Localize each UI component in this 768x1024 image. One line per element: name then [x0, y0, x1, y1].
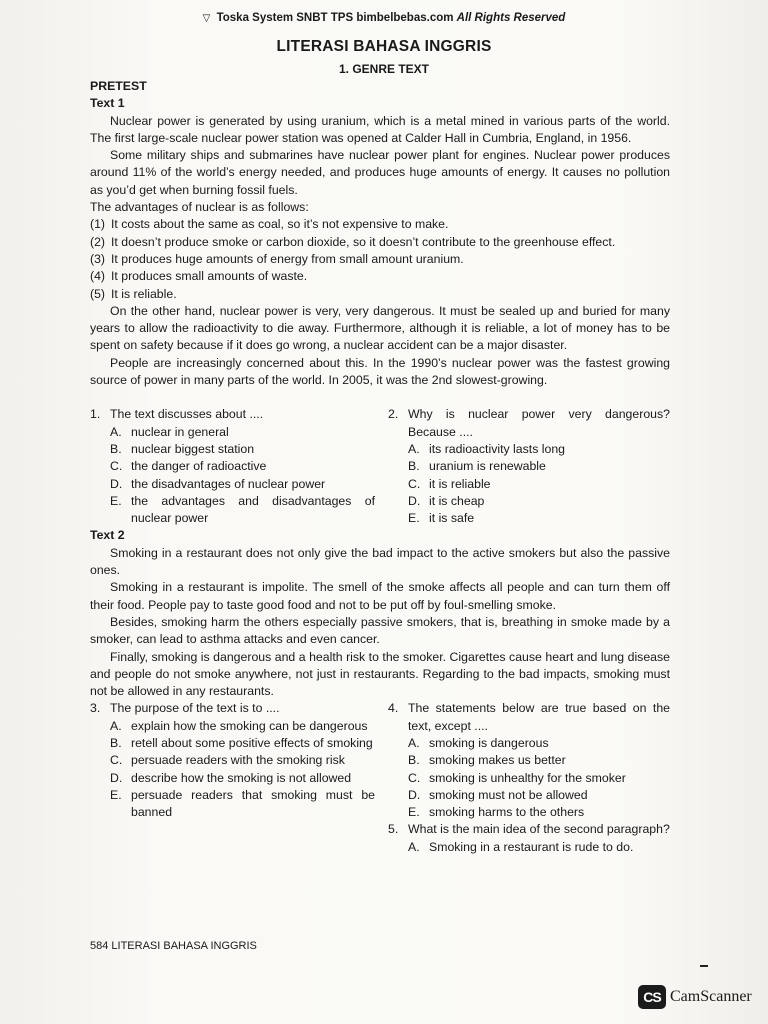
camscanner-watermark — [638, 985, 752, 1009]
answer-option[interactable] — [388, 735, 670, 752]
option-text: nuclear biggest station — [131, 441, 255, 456]
question-text: The statements below are true based on the text, except .... — [408, 701, 670, 733]
option-text: persuade readers that smoking must be banned — [131, 787, 375, 820]
option-text: Smoking in a restaurant is rude to do. — [429, 839, 634, 854]
list-item — [90, 251, 670, 268]
list-number: (1) — [90, 217, 106, 232]
answer-option[interactable] — [388, 804, 670, 821]
answer-option[interactable] — [90, 752, 375, 769]
camscanner-label: CamScanner — [670, 988, 752, 1005]
list-item — [90, 216, 670, 233]
option-letter: A. — [408, 839, 420, 854]
answer-option[interactable] — [388, 752, 670, 769]
list-text: It doesn’t produce smoke or carbon dioxide, so it doesn’t contribute to the greenhouse effect. — [111, 234, 616, 249]
text1-label: Text 1 — [90, 96, 125, 111]
answer-option[interactable] — [90, 424, 375, 441]
list-number: (5) — [90, 286, 106, 301]
list-number: (4) — [90, 269, 106, 284]
question-text: Why is nuclear power very dangerous? Because .... — [408, 407, 670, 439]
answer-option[interactable] — [90, 787, 375, 822]
question-5 — [388, 821, 670, 856]
option-text: smoking is dangerous — [429, 735, 549, 750]
answer-option[interactable] — [388, 476, 670, 493]
list-text: It produces huge amounts of energy from small amount uranium. — [111, 251, 464, 266]
option-text: its radioactivity lasts long — [429, 441, 566, 456]
questions-row-2 — [90, 700, 670, 856]
answer-option[interactable] — [90, 458, 375, 475]
header-brand: Toska System SNBT TPS bimbelbebas.com — [216, 12, 454, 24]
text2-paragraph-3: Besides, smoking harm the others especially passive smokers, that is, breathing in smoke made by a smoker, can lead to asthma attacks and even cancer. — [90, 614, 670, 647]
pretest-label: PRETEST — [90, 79, 147, 93]
option-letter: C. — [110, 753, 123, 768]
option-letter: C. — [408, 476, 421, 491]
option-text: nuclear in general — [131, 424, 229, 439]
option-letter: E. — [110, 493, 122, 508]
questions-4-5 — [388, 700, 670, 856]
text1-list-intro: The advantages of nuclear is as follows: — [90, 200, 309, 215]
list-item — [90, 234, 670, 251]
list-item — [90, 268, 670, 285]
option-letter: A. — [408, 441, 420, 456]
answer-option[interactable] — [388, 493, 670, 510]
list-number: (2) — [90, 234, 106, 249]
option-text: retell about some positive effects of smoking — [131, 735, 373, 750]
option-letter: B. — [110, 735, 122, 750]
option-text: smoking makes us better — [429, 753, 566, 768]
brand-logo-icon: ▽ — [202, 13, 211, 24]
page-content — [90, 78, 670, 856]
text1-paragraph-4: People are increasingly concerned about this. In the 1990’s nuclear power was the fastest growing source of power in many parts of the world. In 2005, it was the 2nd slowest-growing. — [90, 355, 670, 388]
answer-option[interactable] — [388, 441, 670, 458]
option-letter: D. — [110, 476, 123, 491]
answer-option[interactable] — [90, 735, 375, 752]
option-text: describe how the smoking is not allowed — [131, 770, 352, 785]
question-text: The purpose of the text is to .... — [110, 701, 280, 716]
option-letter: A. — [110, 424, 122, 439]
option-letter: D. — [110, 770, 123, 785]
option-letter: D. — [408, 787, 421, 802]
option-text: smoking must not be allowed — [429, 787, 588, 802]
answer-option[interactable] — [90, 770, 375, 787]
questions-row-1 — [90, 406, 670, 527]
question-text: What is the main idea of the second paragraph? — [408, 822, 670, 837]
option-letter: A. — [408, 735, 420, 750]
text1-paragraph-3: On the other hand, nuclear power is very, very dangerous. It must be sealed up and buried for many years to allow the radioactivity to die away. Furthermore, although it is reliable, a lot of money has to be spent on safety because if it does go wrong, a nuclear accident can be a major disaster. — [90, 303, 670, 353]
advantages-list — [90, 216, 670, 302]
option-letter: C. — [408, 770, 421, 785]
answer-option[interactable] — [388, 839, 670, 856]
option-text: the advantages and disadvantages of nuclear power — [131, 493, 375, 526]
option-letter: E. — [408, 511, 420, 526]
answer-option[interactable] — [388, 458, 670, 475]
option-letter: B. — [408, 459, 420, 474]
answer-option[interactable] — [388, 787, 670, 804]
option-text: it is safe — [429, 511, 475, 526]
answer-option[interactable] — [90, 441, 375, 458]
answer-option[interactable] — [90, 476, 375, 493]
header-rights: All Rights Reserved — [456, 12, 566, 24]
section-subtitle: 1. GENRE TEXT — [338, 62, 430, 76]
option-text: uranium is renewable — [429, 459, 546, 474]
question-2 — [388, 406, 670, 527]
option-text: it is reliable — [429, 476, 491, 491]
scan-mark — [700, 965, 708, 967]
question-1 — [90, 406, 375, 527]
question-number: 3. — [90, 701, 101, 716]
text2-paragraph-2: Smoking in a restaurant is impolite. The smell of the smoke affects all people and can turn them off their food. People pay to taste good food and not to be put off by foul-smelling smoke. — [90, 580, 670, 612]
option-text: it is cheap — [429, 493, 485, 508]
question-number: 2. — [388, 407, 399, 422]
page-header — [0, 12, 768, 24]
option-letter: D. — [408, 493, 421, 508]
text2-paragraph-4: Finally, smoking is dangerous and a health risk to the smoker. Cigarettes cause heart and lung disease and people do not smoke anywhere, not just in restaurants. Regarding to the bad impacts, smoking must not be allowed in any restaurants. — [90, 649, 670, 699]
option-letter: E. — [408, 805, 420, 820]
option-letter: B. — [110, 441, 122, 456]
question-number: 1. — [90, 407, 101, 422]
list-item — [90, 286, 670, 303]
list-text: It produces small amounts of waste. — [111, 269, 308, 284]
question-number: 4. — [388, 701, 399, 716]
answer-option[interactable] — [388, 510, 670, 527]
text2-label: Text 2 — [90, 528, 125, 543]
text1-paragraph-2: Some military ships and submarines have nuclear power plant for engines. Nuclear power produces around 11% of the world’s energy needed, and produces huge amounts of energy. It causes no pollution as you’d get when burning fossil fuels. — [90, 148, 670, 197]
option-text: smoking harms to the others — [429, 805, 585, 820]
option-letter: B. — [408, 753, 420, 768]
option-letter: E. — [110, 787, 122, 802]
question-text: The text discusses about .... — [110, 407, 264, 422]
option-text: the disadvantages of nuclear power — [131, 476, 326, 491]
question-4 — [388, 700, 670, 821]
option-letter: A. — [110, 718, 122, 733]
option-text: the danger of radioactive — [131, 459, 267, 474]
answer-option[interactable] — [388, 770, 670, 787]
list-text: It costs about the same as coal, so it’s not expensive to make. — [111, 217, 449, 232]
page-footer: 584 LITERASI BAHASA INGGRIS — [90, 940, 257, 952]
option-letter: C. — [110, 459, 123, 474]
page-title: LITERASI BAHASA INGGRIS — [276, 38, 492, 55]
question-3 — [90, 700, 375, 856]
question-number: 5. — [388, 822, 399, 837]
camscanner-logo-icon: CS — [638, 985, 666, 1009]
option-text: persuade readers with the smoking risk — [131, 753, 345, 768]
option-text: explain how the smoking can be dangerous — [131, 718, 368, 733]
list-text: It is reliable. — [111, 286, 177, 301]
answer-option[interactable] — [90, 493, 375, 528]
text2-paragraph-1: Smoking in a restaurant does not only give the bad impact to the active smokers but also the passive ones. — [90, 545, 670, 578]
answer-option[interactable] — [90, 718, 375, 735]
list-number: (3) — [90, 251, 106, 266]
text1-paragraph-1: Nuclear power is generated by using uranium, which is a metal mined in various parts of the world. The first large-scale nuclear power station was opened at Calder Hall in Cumbria, England, in 1956. — [90, 113, 670, 145]
option-text: smoking is unhealthy for the smoker — [429, 770, 626, 785]
